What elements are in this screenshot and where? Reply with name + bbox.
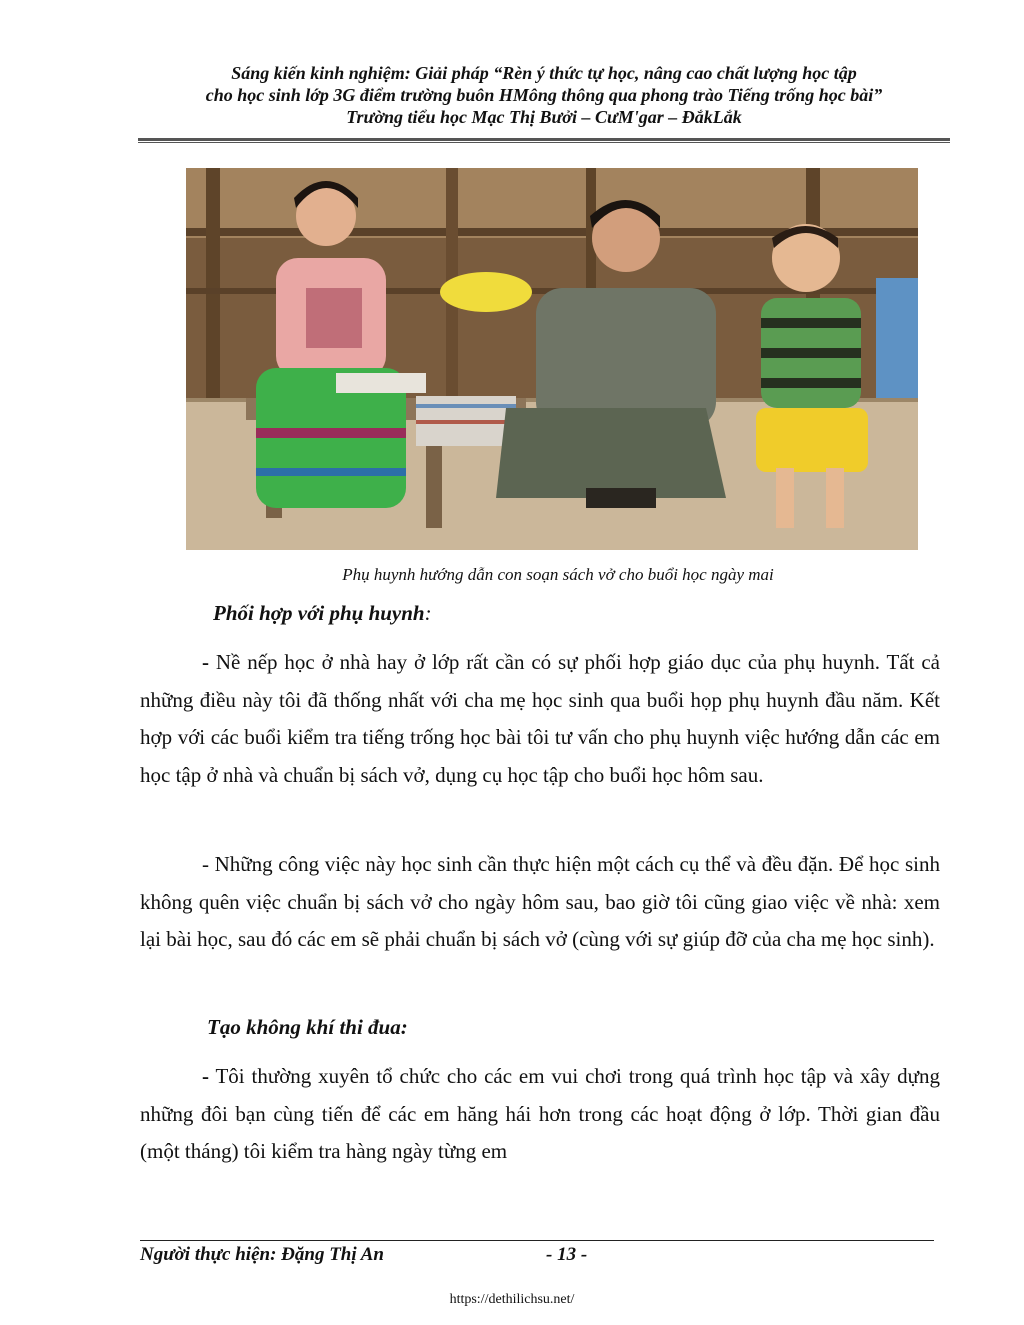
- section-heading-competition: Tạo không khí thi đua:: [207, 1015, 408, 1039]
- header-line-2: cho học sinh lớp 3G điểm trường buôn HMông thông qua phong trào Tiếng trống học bài”: [205, 85, 883, 105]
- photo-caption: Phụ huynh hướng dẫn con soạn sách vở cho buổi học ngày mai: [342, 565, 774, 584]
- footer-divider: [140, 1240, 934, 1241]
- page-number: - 13 -: [546, 1244, 588, 1265]
- source-url[interactable]: https://dethilichsu.net/: [449, 1292, 575, 1307]
- section-heading-parents-colon: :: [424, 601, 432, 625]
- paragraph-parents-1: [140, 644, 940, 794]
- header-line-3: Trường tiểu học Mạc Thị Bưởi – CưM'gar – ĐắkLắk: [346, 107, 742, 127]
- section-heading-parents: [213, 600, 432, 626]
- paragraph-competition-1-text: Tôi thường xuyên tổ chức cho các em vui chơi trong quá trình học tập và xây dựng những đôi bạn cùng tiến để các em hăng hái hơn trong các hoạt động ở lớp. Thời gian đầu (một tháng) tôi kiểm tra hàng ngày từng em: [140, 1064, 940, 1163]
- header-line-1: Sáng kiến kinh nghiệm: Giải pháp “Rèn ý thức tự học, nâng cao chất lượng học tập: [231, 63, 857, 83]
- header-divider: [138, 138, 950, 143]
- paragraph-dash: -: [202, 1064, 209, 1088]
- family-photo: [186, 168, 918, 550]
- document-header: [138, 62, 950, 128]
- paragraph-parents-1-text: Nề nếp học ở nhà hay ở lớp rất cần có sự phối hợp giáo dục của phụ huynh. Tất cả những điều này tôi đã thống nhất với cha mẹ học sinh qua buổi họp phụ huynh đầu năm. Kết hợp với các buổi kiểm tra tiếng trống học bài tôi tư vấn cho phụ huynh việc hướng dẫn các em học tập ở nhà và chuẩn bị sách vở, dụng cụ học tập cho buổi học hôm sau.: [140, 650, 940, 787]
- paragraph-dash: -: [202, 650, 209, 674]
- paragraph-competition-1: [140, 1058, 940, 1171]
- paragraph-parents-2: - Những công việc này học sinh cần thực hiện một cách cụ thể và đều đặn. Để học sinh không quên việc chuẩn bị sách vở cho ngày hôm sau, bao giờ tôi cũng giao việc về nhà: xem lại bài học, sau đó các em sẽ phải chuẩn bị sách vở (cùng với sự giúp đỡ của cha mẹ học sinh).: [140, 852, 940, 951]
- footer-author: Người thực hiện: Đặng Thị An: [140, 1244, 384, 1265]
- section-heading-parents-text: Phối hợp với phụ huynh: [213, 601, 425, 625]
